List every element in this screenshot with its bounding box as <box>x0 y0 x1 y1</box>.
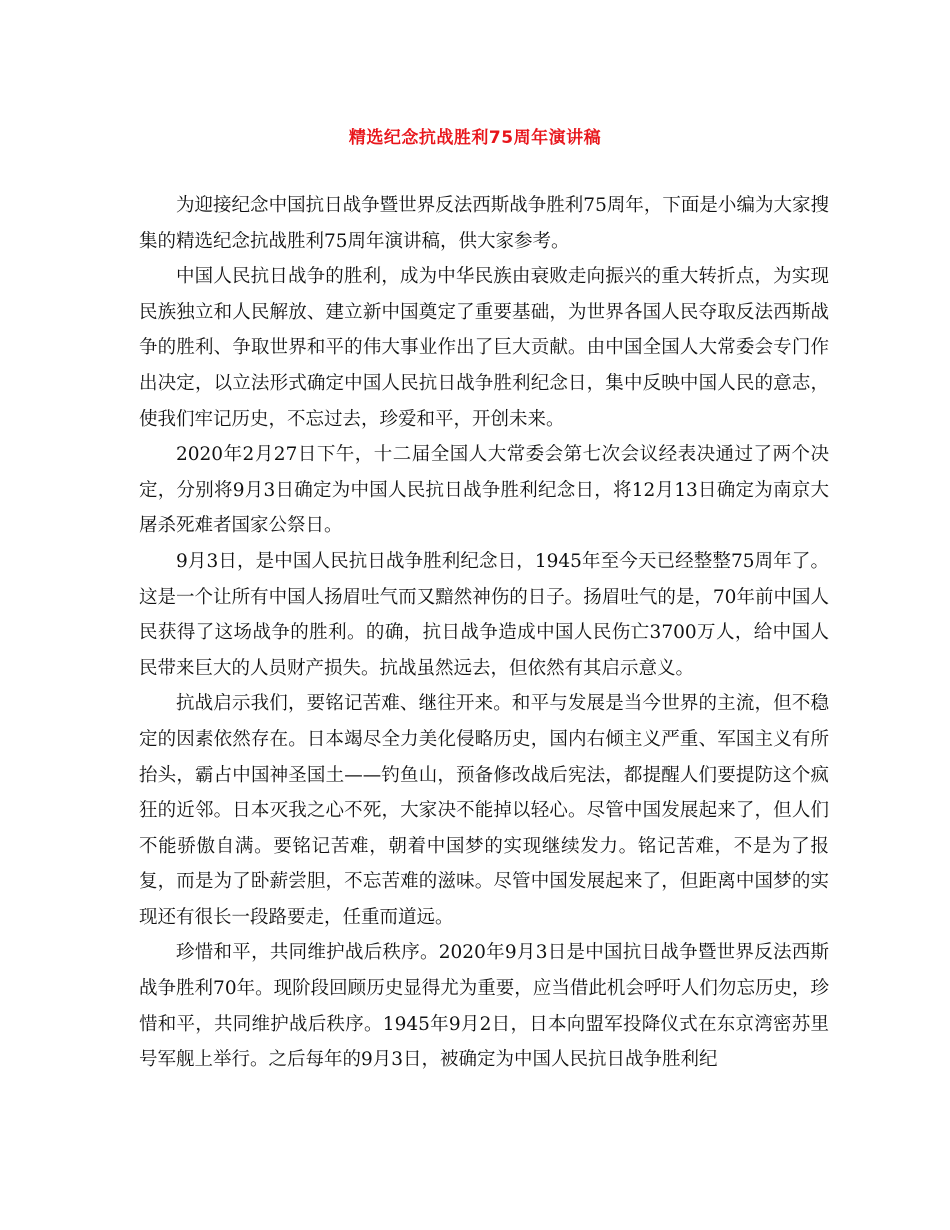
paragraph-september-third: 9月3日，是中国人民抗日战争胜利纪念日，1945年至今天已经整整75周年了。 这是一个让所有中国人扬眉吐气而又黯然神伤的日子。扬眉吐气的是，70年前中国人民获得了这场战争的胜利。的确，抗日战争造成中国人民伤亡3700万人，给中国人民带来巨大的人员财产损失。抗战虽然远去，但依然有其启示意义。 <box>139 550 829 679</box>
document-body <box>139 188 829 1078</box>
paragraph-lessons: 抗战启示我们，要铭记苦难、继往开来。和平与发展是当今世界的主流，但不稳定的因素依然存在。日本竭尽全力美化侵略历史，国内右倾主义严重、军国主义有所抬头，霸占中国神圣国土——钓鱼山，预备修改战后宪法，都提醒人们要提防这个疯狂的近邻。日本灭我之心不死，大家决不能掉以轻心。尽管中国发展起来了，但人们不能骄傲自满。要铭记苦难，朝着中国梦的实现继续发力。铭记苦难，不是为了报复，而是为了卧薪尝胆，不忘苦难的滋味。尽管中国发展起来了，但距离中国梦的实现还有很长一段路要走，任重而道远。 <box>139 693 829 928</box>
paragraph-cherish-peace: 珍惜和平，共同维护战后秩序。2020年9月3日是中国抗日战争暨世界反法西斯战争胜利70年。现阶段回顾历史显得尤为重要，应当借此机会呼吁人们勿忘历史，珍惜和平，共同维护战后秩序。1945年9月2日，日本向盟军投降仪式在东京湾密苏里号军舰上举行。之后每年的9月3日，被确定为中国人民抗日战争胜利纪 <box>139 942 829 1071</box>
paragraph-victory-significance: 中国人民抗日战争的胜利，成为中华民族由衰败走向振兴的重大转折点，为实现民族独立和人民解放、建立新中国奠定了重要基础，为世界各国人民夺取反法西斯战争的胜利、争取世界和平的伟大事业作出了巨大贡献。由中国全国人大常委会专门作出决定，以立法形式确定中国人民抗日战争胜利纪念日，集中反映中国人民的意志，使我们牢记历史，不忘过去，珍爱和平，开创未来。 <box>139 266 829 430</box>
paragraph-legislation: 2020年2月27日下午，十二届全国人大常委会第七次会议经表决通过了两个决定，分别将9月3日确定为中国人民抗日战争胜利纪念日，将12月13日确定为南京大屠杀死难者国家公祭日。 <box>139 444 829 537</box>
document-title: 精选纪念抗战胜利75周年演讲稿 <box>348 128 602 148</box>
paragraph-intro: 为迎接纪念中国抗日战争暨世界反法西斯战争胜利75周年，下面是小编为大家搜集的精选纪念抗战胜利75周年演讲稿，供大家参考。 <box>139 195 829 252</box>
